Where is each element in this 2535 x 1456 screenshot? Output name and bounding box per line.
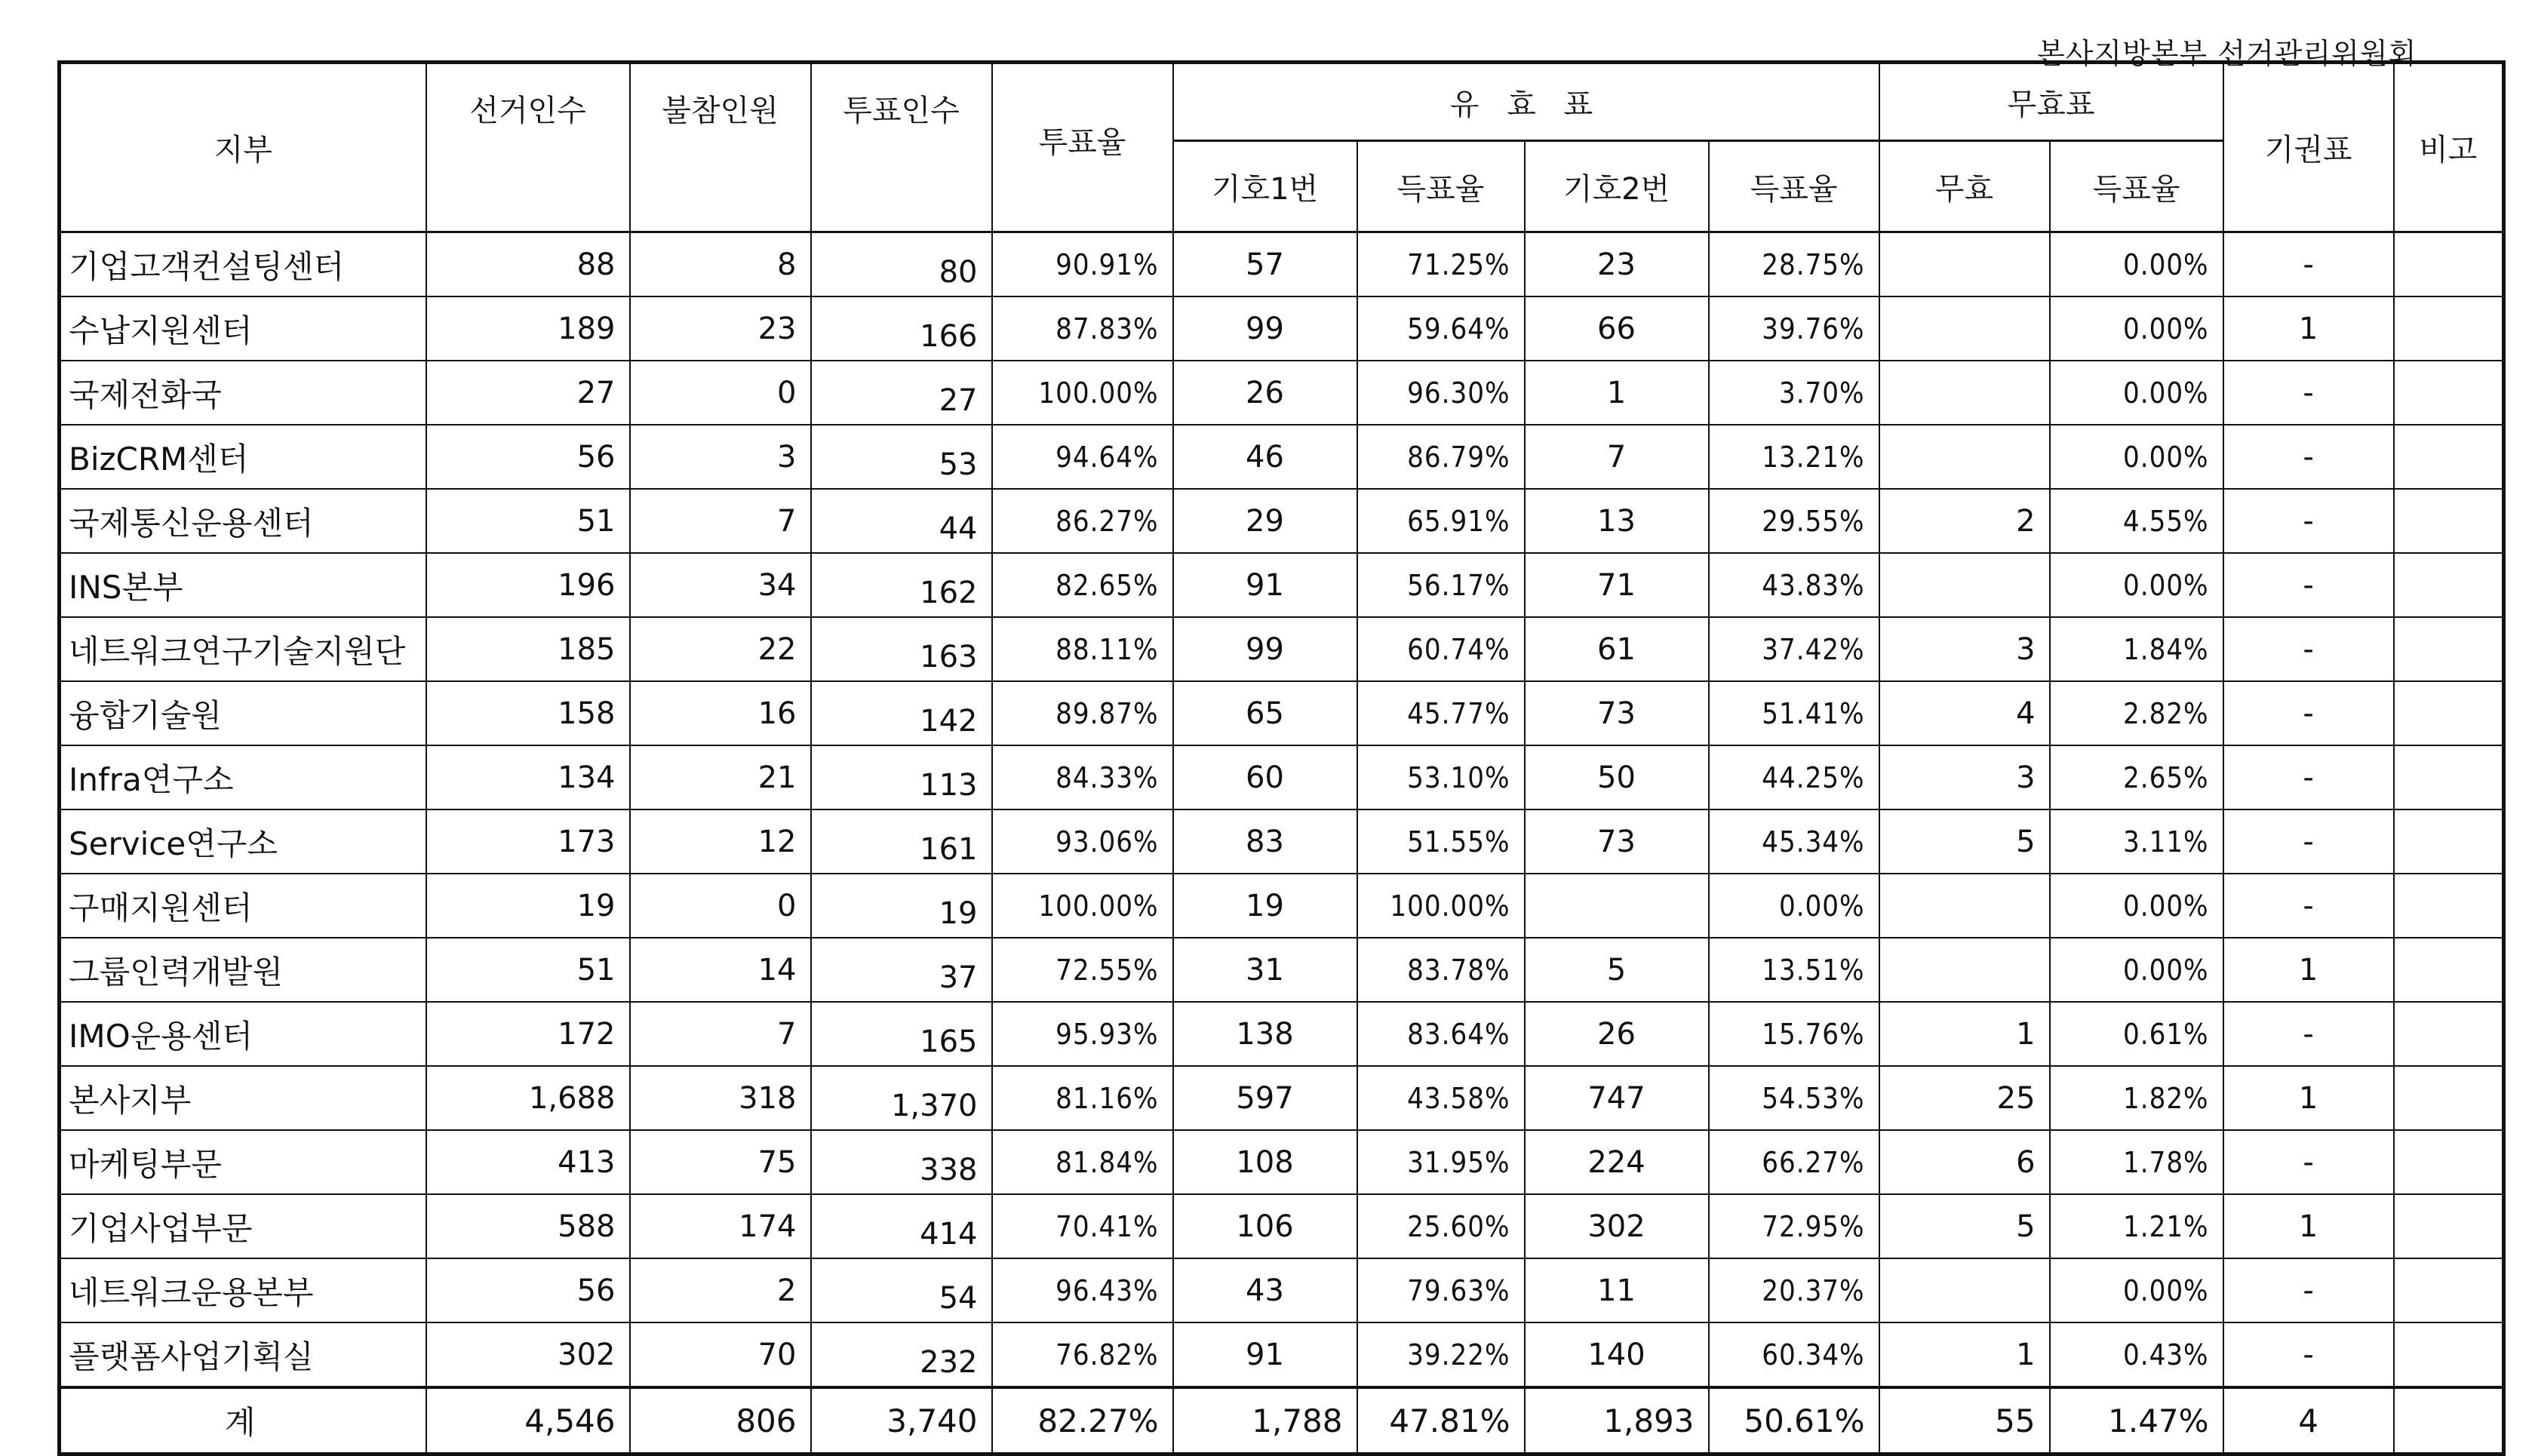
abstain-cell: 1 — [2223, 296, 2394, 361]
abstain-cell: - — [2223, 809, 2394, 874]
invalid-rate-cell: 1.21% — [2050, 1194, 2223, 1258]
candidate1-cell: 99 — [1173, 296, 1357, 361]
branch-cell: Infra연구소 — [60, 745, 426, 809]
invalid-rate-cell: 0.00% — [2050, 938, 2223, 1002]
remarks-cell — [2394, 232, 2504, 297]
invalid-cell: 5 — [1879, 1194, 2050, 1258]
invalid-cell — [1879, 361, 2050, 425]
turnout-cell: 81.16% — [992, 1066, 1173, 1130]
remarks-cell — [2394, 489, 2504, 553]
header-invalid-votes: 무효표 — [1879, 63, 2223, 141]
candidate1-cell: 99 — [1173, 617, 1357, 681]
total-turnout: 82.27% — [992, 1387, 1173, 1454]
turnout-cell: 81.84% — [992, 1130, 1173, 1194]
voters-cell: 53 — [811, 425, 992, 489]
total-invalid-rate: 1.47% — [2050, 1387, 2223, 1454]
abstain-cell: 1 — [2223, 1066, 2394, 1130]
turnout-cell: 70.41% — [992, 1194, 1173, 1258]
abstain-cell: - — [2223, 361, 2394, 425]
candidate1-cell: 29 — [1173, 489, 1357, 553]
remarks-cell — [2394, 1002, 2504, 1066]
candidate1-rate-cell: 51.55% — [1357, 809, 1525, 874]
candidate1-rate-cell: 100.00% — [1357, 874, 1525, 938]
abstain-cell: 1 — [2223, 938, 2394, 1002]
table-row — [60, 681, 2504, 745]
absent-cell: 174 — [630, 1194, 811, 1258]
candidate1-cell: 60 — [1173, 745, 1357, 809]
table-row — [60, 809, 2504, 874]
branch-cell: 마케팅부문 — [60, 1130, 426, 1194]
turnout-cell: 100.00% — [992, 361, 1173, 425]
invalid-rate-cell: 0.00% — [2050, 425, 2223, 489]
absent-cell: 7 — [630, 1002, 811, 1066]
total-row — [60, 1387, 2504, 1454]
invalid-rate-cell: 3.11% — [2050, 809, 2223, 874]
turnout-cell: 82.65% — [992, 553, 1173, 617]
branch-cell: 플랫폼사업기획실 — [60, 1322, 426, 1387]
candidate1-cell: 65 — [1173, 681, 1357, 745]
eligible-cell: 172 — [426, 1002, 630, 1066]
turnout-cell: 72.55% — [992, 938, 1173, 1002]
turnout-cell: 100.00% — [992, 874, 1173, 938]
invalid-cell: 6 — [1879, 1130, 2050, 1194]
total-abstain: 4 — [2223, 1387, 2394, 1454]
remarks-cell — [2394, 425, 2504, 489]
branch-cell: 네트워크운용본부 — [60, 1258, 426, 1322]
invalid-cell: 3 — [1879, 617, 2050, 681]
candidate2-cell: 140 — [1525, 1322, 1709, 1387]
candidate1-rate-cell: 39.22% — [1357, 1322, 1525, 1387]
table-row — [60, 1258, 2504, 1322]
total-candidate2: 1,893 — [1525, 1387, 1709, 1454]
abstain-cell: - — [2223, 1322, 2394, 1387]
eligible-cell: 185 — [426, 617, 630, 681]
invalid-cell: 4 — [1879, 681, 2050, 745]
candidate2-rate-cell: 20.37% — [1709, 1258, 1879, 1322]
candidate2-rate-cell: 60.34% — [1709, 1322, 1879, 1387]
header-invalid: 무효 — [1879, 141, 2050, 232]
candidate2-rate-cell: 28.75% — [1709, 232, 1879, 297]
table-row — [60, 553, 2504, 617]
invalid-rate-cell: 0.43% — [2050, 1322, 2223, 1387]
absent-cell: 34 — [630, 553, 811, 617]
header-eligible: 선거인수 — [426, 63, 630, 232]
candidate1-cell: 57 — [1173, 232, 1357, 297]
eligible-cell: 56 — [426, 1258, 630, 1322]
candidate2-cell: 26 — [1525, 1002, 1709, 1066]
candidate2-cell: 50 — [1525, 745, 1709, 809]
eligible-cell: 51 — [426, 489, 630, 553]
candidate2-cell: 7 — [1525, 425, 1709, 489]
branch-cell: 네트워크연구기술지원단 — [60, 617, 426, 681]
eligible-cell: 173 — [426, 809, 630, 874]
invalid-cell — [1879, 553, 2050, 617]
total-remarks — [2394, 1387, 2504, 1454]
invalid-rate-cell: 0.00% — [2050, 296, 2223, 361]
candidate1-cell: 108 — [1173, 1130, 1357, 1194]
turnout-cell: 96.43% — [992, 1258, 1173, 1322]
candidate1-rate-cell: 25.60% — [1357, 1194, 1525, 1258]
branch-cell: BizCRM센터 — [60, 425, 426, 489]
abstain-cell: - — [2223, 745, 2394, 809]
table-row — [60, 874, 2504, 938]
remarks-cell — [2394, 1258, 2504, 1322]
voters-cell: 338 — [811, 1130, 992, 1194]
table-body — [60, 232, 2504, 1454]
remarks-cell — [2394, 1066, 2504, 1130]
invalid-rate-cell: 0.00% — [2050, 232, 2223, 297]
remarks-cell — [2394, 361, 2504, 425]
voters-cell: 54 — [811, 1258, 992, 1322]
branch-cell: 기업고객컨설팅센터 — [60, 232, 426, 297]
eligible-cell: 196 — [426, 553, 630, 617]
candidate1-cell: 43 — [1173, 1258, 1357, 1322]
voters-cell: 80 — [811, 232, 992, 297]
candidate1-cell: 138 — [1173, 1002, 1357, 1066]
candidate1-cell: 46 — [1173, 425, 1357, 489]
voters-cell: 1,370 — [811, 1066, 992, 1130]
invalid-cell — [1879, 874, 2050, 938]
eligible-cell: 302 — [426, 1322, 630, 1387]
invalid-cell: 5 — [1879, 809, 2050, 874]
remarks-cell — [2394, 1194, 2504, 1258]
candidate2-cell: 61 — [1525, 617, 1709, 681]
absent-cell: 14 — [630, 938, 811, 1002]
table-row — [60, 1322, 2504, 1387]
abstain-cell: - — [2223, 232, 2394, 297]
absent-cell: 0 — [630, 874, 811, 938]
abstain-cell: - — [2223, 681, 2394, 745]
abstain-cell: - — [2223, 1258, 2394, 1322]
invalid-rate-cell: 0.00% — [2050, 553, 2223, 617]
voters-cell: 113 — [811, 745, 992, 809]
remarks-cell — [2394, 617, 2504, 681]
turnout-cell: 95.93% — [992, 1002, 1173, 1066]
candidate2-cell: 73 — [1525, 681, 1709, 745]
candidate2-rate-cell: 13.21% — [1709, 425, 1879, 489]
total-eligible: 4,546 — [426, 1387, 630, 1454]
candidate2-rate-cell: 15.76% — [1709, 1002, 1879, 1066]
invalid-cell: 3 — [1879, 745, 2050, 809]
branch-cell: 구매지원센터 — [60, 874, 426, 938]
table-row — [60, 1066, 2504, 1130]
candidate1-cell: 106 — [1173, 1194, 1357, 1258]
voters-cell: 37 — [811, 938, 992, 1002]
table-row — [60, 296, 2504, 361]
table-row — [60, 745, 2504, 809]
absent-cell: 0 — [630, 361, 811, 425]
turnout-cell: 93.06% — [992, 809, 1173, 874]
total-invalid: 55 — [1879, 1387, 2050, 1454]
candidate1-rate-cell: 53.10% — [1357, 745, 1525, 809]
branch-cell: 본사지부 — [60, 1066, 426, 1130]
candidate1-cell: 26 — [1173, 361, 1357, 425]
table-row — [60, 232, 2504, 297]
invalid-rate-cell: 1.78% — [2050, 1130, 2223, 1194]
absent-cell: 75 — [630, 1130, 811, 1194]
remarks-cell — [2394, 1130, 2504, 1194]
candidate1-rate-cell: 43.58% — [1357, 1066, 1525, 1130]
candidate1-rate-cell: 83.78% — [1357, 938, 1525, 1002]
invalid-cell: 1 — [1879, 1322, 2050, 1387]
header-turnout: 투표율 — [992, 63, 1173, 232]
remarks-cell — [2394, 296, 2504, 361]
turnout-cell: 76.82% — [992, 1322, 1173, 1387]
candidate1-rate-cell: 60.74% — [1357, 617, 1525, 681]
candidate1-cell: 597 — [1173, 1066, 1357, 1130]
invalid-rate-cell: 4.55% — [2050, 489, 2223, 553]
absent-cell: 23 — [630, 296, 811, 361]
remarks-cell — [2394, 874, 2504, 938]
voters-cell: 44 — [811, 489, 992, 553]
table-row — [60, 1130, 2504, 1194]
invalid-rate-cell: 0.00% — [2050, 361, 2223, 425]
eligible-cell: 189 — [426, 296, 630, 361]
eligible-cell: 413 — [426, 1130, 630, 1194]
abstain-cell: - — [2223, 1130, 2394, 1194]
candidate2-cell — [1525, 874, 1709, 938]
candidate1-rate-cell: 65.91% — [1357, 489, 1525, 553]
header-candidate2-rate: 득표율 — [1709, 141, 1879, 232]
total-candidate1-rate: 47.81% — [1357, 1387, 1525, 1454]
candidate2-rate-cell: 66.27% — [1709, 1130, 1879, 1194]
table-header — [60, 63, 2504, 232]
absent-cell: 7 — [630, 489, 811, 553]
abstain-cell: - — [2223, 553, 2394, 617]
absent-cell: 16 — [630, 681, 811, 745]
candidate2-cell: 73 — [1525, 809, 1709, 874]
candidate1-rate-cell: 45.77% — [1357, 681, 1525, 745]
turnout-cell: 84.33% — [992, 745, 1173, 809]
election-results-table — [57, 60, 2506, 1456]
table-row — [60, 425, 2504, 489]
turnout-cell: 87.83% — [992, 296, 1173, 361]
invalid-rate-cell: 0.61% — [2050, 1002, 2223, 1066]
absent-cell: 318 — [630, 1066, 811, 1130]
voters-cell: 232 — [811, 1322, 992, 1387]
header-candidate1: 기호1번 — [1173, 141, 1357, 232]
candidate1-rate-cell: 79.63% — [1357, 1258, 1525, 1322]
candidate2-rate-cell: 44.25% — [1709, 745, 1879, 809]
invalid-rate-cell: 0.00% — [2050, 874, 2223, 938]
candidate1-cell: 83 — [1173, 809, 1357, 874]
invalid-cell: 25 — [1879, 1066, 2050, 1130]
candidate1-cell: 31 — [1173, 938, 1357, 1002]
invalid-cell: 1 — [1879, 1002, 2050, 1066]
candidate2-rate-cell: 39.76% — [1709, 296, 1879, 361]
total-voters: 3,740 — [811, 1387, 992, 1454]
remarks-cell — [2394, 1322, 2504, 1387]
eligible-cell: 158 — [426, 681, 630, 745]
candidate2-rate-cell: 13.51% — [1709, 938, 1879, 1002]
total-candidate1: 1,788 — [1173, 1387, 1357, 1454]
remarks-cell — [2394, 745, 2504, 809]
candidate1-cell: 91 — [1173, 553, 1357, 617]
candidate2-rate-cell: 51.41% — [1709, 681, 1879, 745]
candidate1-rate-cell: 56.17% — [1357, 553, 1525, 617]
table-row — [60, 617, 2504, 681]
abstain-cell: 1 — [2223, 1194, 2394, 1258]
remarks-cell — [2394, 809, 2504, 874]
eligible-cell: 1,688 — [426, 1066, 630, 1130]
candidate1-rate-cell: 96.30% — [1357, 361, 1525, 425]
branch-cell: 수납지원센터 — [60, 296, 426, 361]
candidate2-cell: 23 — [1525, 232, 1709, 297]
invalid-cell — [1879, 232, 2050, 297]
voters-cell: 142 — [811, 681, 992, 745]
invalid-rate-cell: 2.65% — [2050, 745, 2223, 809]
candidate1-rate-cell: 83.64% — [1357, 1002, 1525, 1066]
invalid-cell: 2 — [1879, 489, 2050, 553]
candidate1-cell: 19 — [1173, 874, 1357, 938]
turnout-cell: 89.87% — [992, 681, 1173, 745]
remarks-cell — [2394, 553, 2504, 617]
eligible-cell: 27 — [426, 361, 630, 425]
absent-cell: 12 — [630, 809, 811, 874]
invalid-cell — [1879, 1258, 2050, 1322]
invalid-rate-cell: 2.82% — [2050, 681, 2223, 745]
candidate2-rate-cell: 72.95% — [1709, 1194, 1879, 1258]
turnout-cell: 86.27% — [992, 489, 1173, 553]
voters-cell: 165 — [811, 1002, 992, 1066]
candidate2-cell: 11 — [1525, 1258, 1709, 1322]
invalid-rate-cell: 1.82% — [2050, 1066, 2223, 1130]
branch-cell: INS본부 — [60, 553, 426, 617]
invalid-rate-cell: 0.00% — [2050, 1258, 2223, 1322]
candidate2-rate-cell: 3.70% — [1709, 361, 1879, 425]
absent-cell: 70 — [630, 1322, 811, 1387]
candidate1-rate-cell: 71.25% — [1357, 232, 1525, 297]
header-valid-votes: 유 효 표 — [1173, 63, 1879, 141]
turnout-cell: 94.64% — [992, 425, 1173, 489]
voters-cell: 27 — [811, 361, 992, 425]
abstain-cell: - — [2223, 874, 2394, 938]
invalid-rate-cell: 1.84% — [2050, 617, 2223, 681]
abstain-cell: - — [2223, 425, 2394, 489]
total-absent: 806 — [630, 1387, 811, 1454]
branch-cell: 그룹인력개발원 — [60, 938, 426, 1002]
header-remarks: 비고 — [2394, 63, 2504, 232]
eligible-cell: 56 — [426, 425, 630, 489]
branch-cell: 국제통신운용센터 — [60, 489, 426, 553]
candidate2-cell: 224 — [1525, 1130, 1709, 1194]
candidate2-cell: 13 — [1525, 489, 1709, 553]
candidate2-cell: 5 — [1525, 938, 1709, 1002]
candidate2-rate-cell: 45.34% — [1709, 809, 1879, 874]
candidate2-rate-cell: 29.55% — [1709, 489, 1879, 553]
branch-cell: 국제전화국 — [60, 361, 426, 425]
voters-cell: 414 — [811, 1194, 992, 1258]
abstain-cell: - — [2223, 1002, 2394, 1066]
abstain-cell: - — [2223, 489, 2394, 553]
eligible-cell: 51 — [426, 938, 630, 1002]
remarks-cell — [2394, 938, 2504, 1002]
header-voters: 투표인수 — [811, 63, 992, 232]
absent-cell: 2 — [630, 1258, 811, 1322]
candidate1-cell: 91 — [1173, 1322, 1357, 1387]
total-label: 계 — [60, 1387, 426, 1454]
invalid-cell — [1879, 938, 2050, 1002]
candidate2-cell: 71 — [1525, 553, 1709, 617]
absent-cell: 8 — [630, 232, 811, 297]
table-row — [60, 489, 2504, 553]
candidate1-rate-cell: 86.79% — [1357, 425, 1525, 489]
header-branch: 지부 — [60, 63, 426, 232]
invalid-cell — [1879, 296, 2050, 361]
branch-cell: IMO운용센터 — [60, 1002, 426, 1066]
branch-cell: Service연구소 — [60, 809, 426, 874]
candidate2-cell: 302 — [1525, 1194, 1709, 1258]
remarks-cell — [2394, 681, 2504, 745]
abstain-cell: - — [2223, 617, 2394, 681]
header-absent: 불참인원 — [630, 63, 811, 232]
header-abstain: 기권표 — [2223, 63, 2394, 232]
candidate2-rate-cell: 54.53% — [1709, 1066, 1879, 1130]
candidate1-rate-cell: 31.95% — [1357, 1130, 1525, 1194]
voters-cell: 166 — [811, 296, 992, 361]
header-candidate1-rate: 득표율 — [1357, 141, 1525, 232]
table-row — [60, 1194, 2504, 1258]
candidate2-cell: 747 — [1525, 1066, 1709, 1130]
voters-cell: 19 — [811, 874, 992, 938]
voters-cell: 162 — [811, 553, 992, 617]
eligible-cell: 88 — [426, 232, 630, 297]
absent-cell: 3 — [630, 425, 811, 489]
voters-cell: 161 — [811, 809, 992, 874]
candidate2-cell: 66 — [1525, 296, 1709, 361]
absent-cell: 22 — [630, 617, 811, 681]
voters-cell: 163 — [811, 617, 992, 681]
header-invalid-rate: 득표율 — [2050, 141, 2223, 232]
eligible-cell: 588 — [426, 1194, 630, 1258]
total-candidate2-rate: 50.61% — [1709, 1387, 1879, 1454]
candidate2-rate-cell: 37.42% — [1709, 617, 1879, 681]
eligible-cell: 19 — [426, 874, 630, 938]
organization-caption: 본사지방본부 선거관리위원회 — [2037, 37, 2417, 70]
branch-cell: 기업사업부문 — [60, 1194, 426, 1258]
header-candidate2: 기호2번 — [1525, 141, 1709, 232]
turnout-cell: 90.91% — [992, 232, 1173, 297]
candidate1-rate-cell: 59.64% — [1357, 296, 1525, 361]
table-row — [60, 361, 2504, 425]
invalid-cell — [1879, 425, 2050, 489]
turnout-cell: 88.11% — [992, 617, 1173, 681]
candidate2-cell: 1 — [1525, 361, 1709, 425]
absent-cell: 21 — [630, 745, 811, 809]
eligible-cell: 134 — [426, 745, 630, 809]
branch-cell: 융합기술원 — [60, 681, 426, 745]
table-row — [60, 938, 2504, 1002]
table-row — [60, 1002, 2504, 1066]
candidate2-rate-cell: 0.00% — [1709, 874, 1879, 938]
candidate2-rate-cell: 43.83% — [1709, 553, 1879, 617]
